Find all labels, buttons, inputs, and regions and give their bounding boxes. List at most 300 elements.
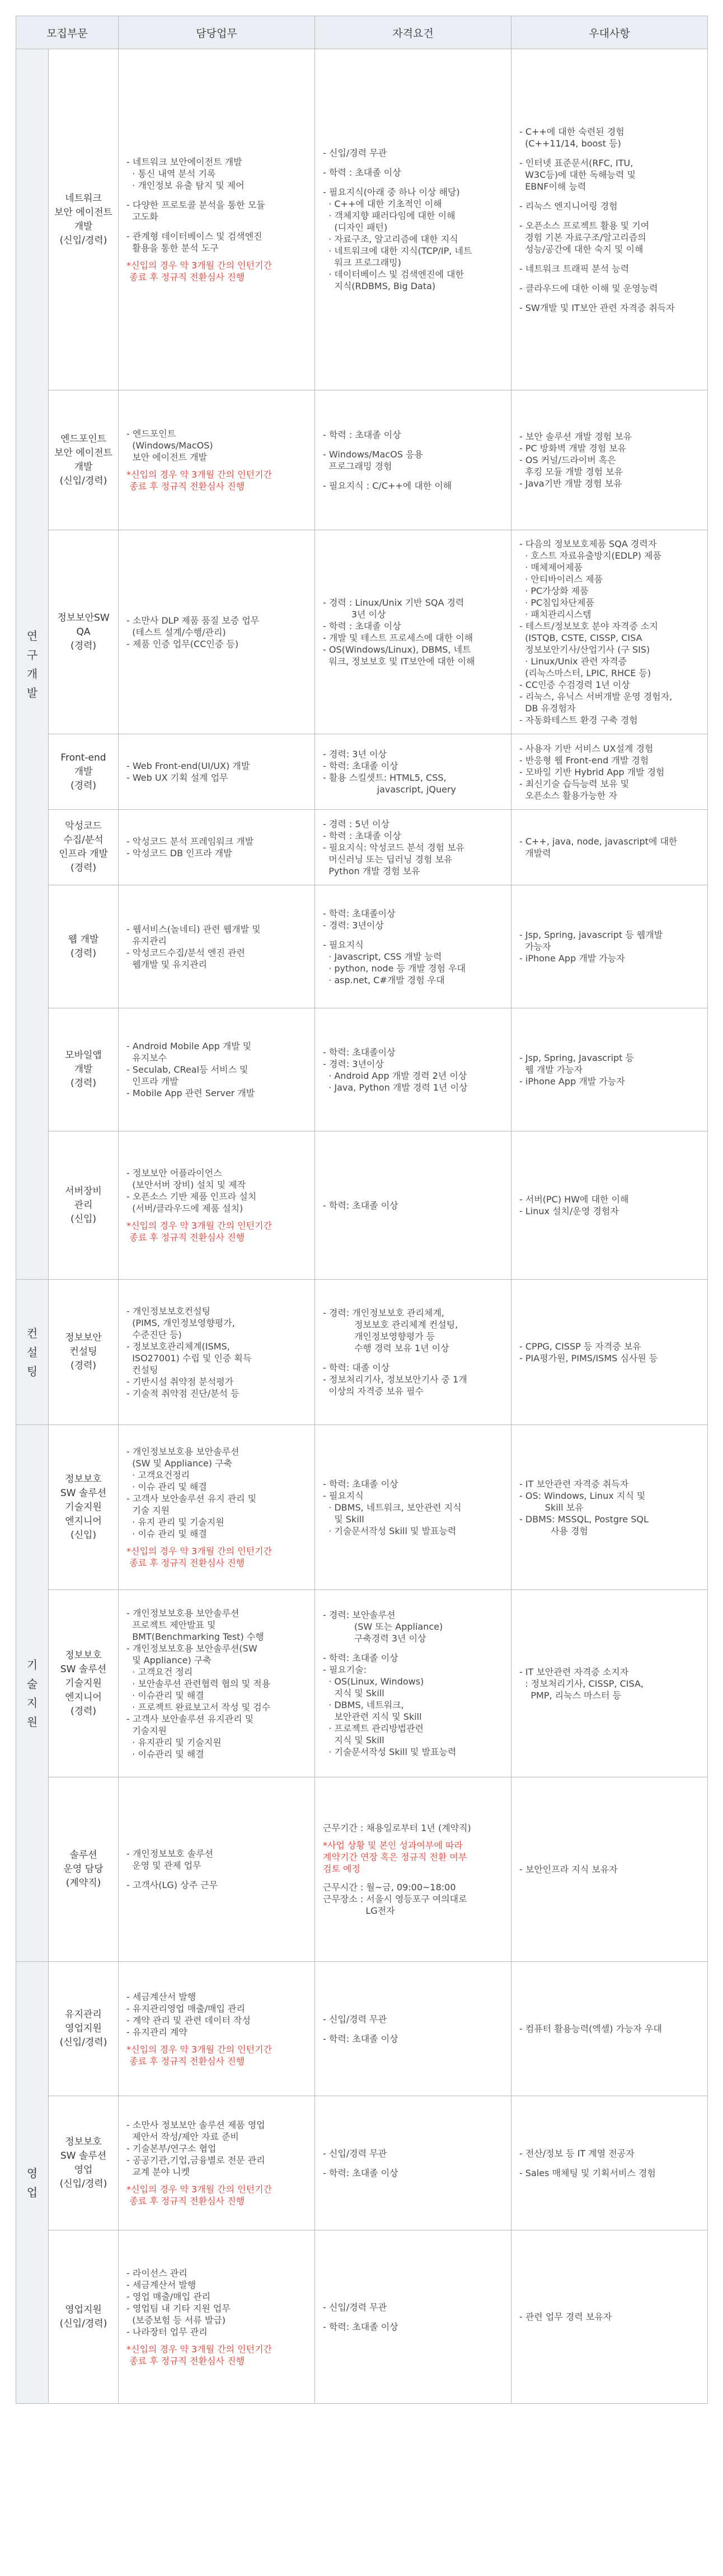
list-item: - 악성코드 DB 인프라 개발 bbox=[126, 848, 232, 858]
list-item: - CPPG, CISSP 등 자격증 보유 bbox=[519, 1341, 641, 1352]
list-item bbox=[323, 1354, 503, 1362]
list-item: 근무장소 : 서울시 영등포구 여의대로 LG전자 bbox=[323, 1894, 467, 1916]
preferences-cell bbox=[511, 1962, 708, 2096]
qualifications-list bbox=[323, 748, 503, 795]
list-item: - 경력: 개인정보보호 관리체계, 정보보호 관리체계 컨설팅, 개인정보영향평가 등 수행 경력 보유 1년 이상 bbox=[323, 1308, 458, 1353]
list-item: - 관련 업무 경력 보유자 bbox=[519, 2311, 612, 2322]
list-item: - 경력: 3년 이상 bbox=[323, 749, 387, 759]
list-item: - 테스트/정보보호 분야 자격증 소지 bbox=[519, 621, 658, 631]
preferences-list bbox=[519, 836, 699, 859]
list-item: · 고객요건정리 bbox=[126, 1470, 190, 1480]
preferences-list bbox=[519, 929, 699, 964]
qualifications-list bbox=[323, 2301, 503, 2333]
category-char: 설 bbox=[26, 1345, 38, 1359]
preferences-cell bbox=[511, 1777, 708, 1962]
list-item: - 경력 : 5년 이상 bbox=[323, 818, 389, 829]
position-cell: 서버장비 관리 (신입) bbox=[49, 1131, 119, 1280]
preferences-list bbox=[519, 538, 699, 726]
list-item bbox=[519, 294, 699, 302]
position-cell: 네트워크 보안 에이전트 개발 (신입/경력) bbox=[49, 49, 119, 390]
qualifications-cell bbox=[315, 1280, 511, 1425]
duties-cell bbox=[119, 885, 315, 1008]
list-item: - Linux 설치/운영 경험자 bbox=[519, 1206, 619, 1216]
qualifications-list bbox=[323, 1609, 503, 1758]
list-item: - 정보처리기사, 정보보안기사 중 1개 이상의 자격증 보유 필수 bbox=[323, 1374, 467, 1396]
list-item: · 유지관리 및 기술지원 bbox=[126, 1737, 222, 1748]
intern-note: *신입의 경우 약 3개월 간의 인턴기간 종료 후 정규직 전환심사 진행 bbox=[126, 1220, 273, 1243]
list-item: - 모바일 기반 Hybrid App 개발 경험 bbox=[519, 766, 665, 777]
preferences-cell bbox=[511, 1131, 708, 1280]
category-char: 팅 bbox=[26, 1364, 38, 1378]
list-item: · 프로젝트 관리방법관련 지식 및 Skill bbox=[328, 1723, 424, 1745]
category-cell bbox=[16, 1962, 49, 2404]
category-char: 지 bbox=[26, 1696, 38, 1710]
list-item: - 필요지식: 악성코드 분석 경험 보유 머신러닝 또는 딥러닝 경험 보유 Python 개발 경험 보유 bbox=[323, 842, 464, 876]
list-item: - 학력 : 초대졸 이상 bbox=[323, 621, 401, 631]
list-item bbox=[323, 1644, 503, 1652]
qualifications-extra-list bbox=[323, 1881, 503, 1917]
intern-note: *신입의 경우 약 3개월 간의 인턴기간 종료 후 정규직 전환심사 진행 bbox=[126, 469, 273, 492]
preferences-cell bbox=[511, 810, 708, 885]
duties-list bbox=[126, 1305, 307, 1399]
category-char: 영 bbox=[26, 2166, 38, 2180]
list-item: - 학력: 초대졸 이상 bbox=[323, 1200, 398, 1211]
qualifications-cell bbox=[315, 2096, 511, 2230]
preferences-list bbox=[519, 1341, 699, 1364]
duties-cell bbox=[119, 1590, 315, 1777]
position-cell: Front-end 개발 (경력) bbox=[49, 734, 119, 810]
list-item: - 개인정보보호컨설팅 (PIMS, 개인정보영향평가, 수준진단 등) bbox=[126, 1305, 235, 1340]
duties-cell bbox=[119, 1425, 315, 1590]
preferences-cell bbox=[511, 530, 708, 734]
list-item: - 클라우드에 대한 이해 및 운영능력 bbox=[519, 282, 658, 294]
list-item: - 정보보호관리체계(ISMS, ISO27001) 수립 및 인증 획득 컨설팅 bbox=[126, 1341, 252, 1375]
duties-list bbox=[126, 836, 307, 859]
list-item: - 웹서비스(놀네티) 관련 웹개발 및 유지관리 bbox=[126, 923, 261, 946]
intern-note: *신입의 경우 약 3개월 간의 인턴기간 종료 후 정규직 전환심사 진행 bbox=[126, 2184, 273, 2206]
preferences-list bbox=[519, 1478, 699, 1537]
list-item: - DBMS: MSSQL, Postgre SQL 사용 경험 bbox=[519, 1513, 649, 1536]
table-row bbox=[16, 1425, 708, 1590]
list-item: - Jsp, Spring, Javascript 등 웹 개발 가능자 bbox=[519, 1053, 634, 1075]
list-item bbox=[323, 931, 503, 939]
intern-note: *신입의 경우 약 3개월 간의 인턴기간 종료 후 정규직 전환심사 진행 bbox=[126, 2044, 273, 2067]
qualifications-cell bbox=[315, 2230, 511, 2404]
list-item bbox=[323, 472, 503, 480]
list-item: · PC침입차단제품 bbox=[519, 597, 594, 608]
list-item: - 필요지식 bbox=[323, 1490, 364, 1501]
table-row bbox=[16, 734, 708, 810]
qualifications-list bbox=[323, 818, 503, 877]
list-item: · 보안솔루션 관련협력 협의 및 적용 bbox=[126, 1678, 271, 1689]
table-row bbox=[16, 1280, 708, 1425]
preferences-list bbox=[519, 2311, 699, 2323]
duties-cell bbox=[119, 2230, 315, 2404]
list-item: - 다양한 프로토콜 분석을 통한 모듈 고도화 bbox=[126, 200, 265, 222]
table-row bbox=[16, 1777, 708, 1962]
list-item: - 전산/정보 등 IT 계열 전공자 bbox=[519, 2148, 635, 2159]
duties-cell bbox=[119, 1280, 315, 1425]
qualifications-cell bbox=[315, 885, 511, 1008]
list-item: - Web UX 기획 설계 업무 bbox=[126, 772, 228, 783]
list-item: · OS(Linux, Windows) 지식 및 Skill bbox=[328, 1676, 424, 1699]
list-item: - 인터넷 표준문서(RFC, ITU, W3C등)에 대한 독해능력 및 EBNF이해 능력 bbox=[519, 157, 636, 192]
list-item: - 학력 : 초대졸 이상 bbox=[323, 429, 401, 440]
list-item: - 최신기술 습득능력 보유 및 오픈소스 활용가능한 자 bbox=[519, 778, 630, 801]
qualifications-list bbox=[323, 597, 503, 667]
duties-list bbox=[126, 2119, 307, 2178]
duties-list bbox=[126, 1848, 307, 1891]
position-cell: 정보보호 SW 솔루션 기술지원 엔지니어 (경력) bbox=[49, 1590, 119, 1777]
list-item: - 세금계산서 발행 bbox=[126, 1991, 196, 2002]
list-item: · 패치관리시스템 bbox=[519, 609, 591, 620]
list-item: - 나라장터 업무 관리 bbox=[126, 2326, 208, 2337]
list-item: - 관계형 데이터베이스 및 검색엔진 활용을 통한 분석 도구 bbox=[126, 231, 262, 253]
qualifications-list bbox=[323, 1046, 503, 1093]
list-item: - 사용자 기반 서비스 UX설계 경험 bbox=[519, 743, 654, 754]
list-item: - 유지관리영업 매출/매입 관리 bbox=[126, 2003, 245, 2014]
duties-list bbox=[126, 1607, 307, 1760]
list-item: - OS(Windows/Linux), DBMS, 네트 워크, 정보보호 및 IT보안에 대한 이해 bbox=[323, 644, 475, 667]
list-item: · 기술문서작성 Skill 및 발표능력 bbox=[323, 1525, 457, 1536]
duties-cell bbox=[119, 2096, 315, 2230]
position-cell: 웹 개발 (경력) bbox=[49, 885, 119, 1008]
list-item: 근무시간 : 월~금, 09:00~18:00 bbox=[323, 1882, 456, 1893]
list-item: 정보보안기사/산업기사 (구 SIS) bbox=[519, 644, 650, 655]
preferences-list bbox=[519, 1863, 699, 1875]
list-item bbox=[323, 2025, 503, 2033]
header-duties: 담당업무 bbox=[119, 16, 315, 49]
list-item: - 학력: 초대졸이상 bbox=[323, 908, 396, 919]
list-item: - 개인정보보호용 보안솔루션 프로젝트 제안발표 및 BMT(Benchmarking Test) 수행 bbox=[126, 1607, 264, 1642]
list-item bbox=[126, 191, 307, 199]
list-item: · 개인정보 유출 탐지 및 제어 bbox=[126, 180, 245, 191]
list-item: - 필요지식 bbox=[323, 939, 364, 950]
list-item: - 컴퓨터 활용능력(엑셀) 가능자 우대 bbox=[519, 2023, 663, 2034]
preferences-cell bbox=[511, 2230, 708, 2404]
table-row bbox=[16, 885, 708, 1008]
category-cell bbox=[16, 49, 49, 1280]
preferences-list bbox=[519, 431, 699, 489]
preferences-list bbox=[519, 1193, 699, 1217]
header-preferences: 우대사항 bbox=[511, 16, 708, 49]
position-cell: 엔드포인트 보안 에이전트 개발 (신입/경력) bbox=[49, 390, 119, 530]
list-item: · asp.net, C#개발 경험 우대 bbox=[323, 974, 445, 985]
preferences-cell bbox=[511, 885, 708, 1008]
list-item: - 신입/경력 무관 bbox=[323, 2301, 387, 2313]
position-cell: 정보보안SW QA (경력) bbox=[49, 530, 119, 734]
list-item: - PC 방화벽 개발 경험 보유 bbox=[519, 443, 627, 454]
preferences-list bbox=[519, 2023, 699, 2035]
category-cell bbox=[16, 1280, 49, 1425]
list-item: - 보안인프라 지식 보유자 bbox=[519, 1864, 618, 1875]
list-item: · DBMS, 네트워크, 보안관련 지식 및 Skill bbox=[328, 1502, 462, 1525]
list-item: - 엔드포인트 (Windows/MacOS) 보안 에이전트 개발 bbox=[126, 428, 213, 463]
list-item bbox=[323, 159, 503, 167]
list-item: - 계약 관리 및 관련 데이터 작성 bbox=[126, 2014, 251, 2026]
list-item: · 네트워크에 대한 지식(TCP/IP, 네트 워크 프로그래밍) bbox=[328, 246, 472, 268]
list-item: - 악성코드 분석 프레임워크 개발 bbox=[126, 836, 254, 847]
list-item: - 경력 : Linux/Unix 기반 SQA 경력 3년 이상 bbox=[323, 597, 464, 620]
list-item: - Web Front-end(UI/UX) 개발 bbox=[126, 761, 250, 771]
duties-cell bbox=[119, 530, 315, 734]
position-cell: 모바일앱 개발 (경력) bbox=[49, 1008, 119, 1131]
preferences-list bbox=[519, 1052, 699, 1087]
list-item: - 반응형 웹 Front-end 개발 경험 bbox=[519, 754, 649, 766]
position-cell: 영업지원 (신입/경력) bbox=[49, 2230, 119, 2404]
list-item: - 고객사 보안솔루션 유지관리 및 기술지원 bbox=[126, 1713, 254, 1736]
position-cell: 정보보호 SW 솔루션 기술지원 엔지니어 (신입) bbox=[49, 1425, 119, 1590]
list-item: - 소만사 정보보안 솔루션 제품 영업 bbox=[126, 2120, 265, 2130]
list-item: - Seculab, CReal등 서비스 및 인프라 개발 bbox=[126, 1064, 248, 1087]
category-label bbox=[27, 1324, 37, 1381]
qualifications-list bbox=[323, 908, 503, 986]
list-item: - 소만사 DLP 제품 품질 보증 업무 (테스트 설계/수행/관리) bbox=[126, 615, 260, 638]
list-item: - IT 보안관련 자격증 취득자 bbox=[519, 1478, 629, 1489]
duties-list bbox=[126, 1167, 307, 1214]
list-item: - 영업팀 내 기타 지원 업무 (보증보험 등 서류 발급) bbox=[126, 2303, 231, 2325]
list-item: - Mobile App 관련 Server 개발 bbox=[126, 1088, 255, 1098]
list-item: · 이슈 관리 및 해결 bbox=[126, 1528, 207, 1539]
list-item: - 경력: 3년이상 bbox=[323, 919, 384, 931]
category-char: 개 bbox=[26, 667, 38, 681]
table-row bbox=[16, 1962, 708, 2096]
list-item: - 개인정보보호용 보안솔루션(SW 및 Appliance) 구축 bbox=[126, 1643, 257, 1666]
list-item: - 경력: 3년이상 bbox=[323, 1058, 384, 1069]
recruitment-table bbox=[16, 16, 708, 2404]
list-item: - 기술적 취약점 진단/분석 등 bbox=[126, 1388, 240, 1399]
preferences-list bbox=[519, 1666, 699, 1701]
list-item: (리눅스마스터, LPIC, RHCE 등) bbox=[519, 668, 651, 678]
preferences-cell bbox=[511, 390, 708, 530]
duties-cell bbox=[119, 1962, 315, 2096]
list-item: - Windows/MacOS 응용 프로그래밍 경험 bbox=[323, 449, 423, 471]
list-item bbox=[323, 441, 503, 449]
list-item: - Java기반 개발 경험 보유 bbox=[519, 478, 622, 489]
list-item: - OS 커널/드라이버 혹은 후킹 모듈 개발 경험 보유 bbox=[519, 455, 623, 477]
list-item bbox=[519, 192, 699, 200]
list-item: · 통신 내역 분석 기록 bbox=[126, 168, 216, 179]
list-item: · 유지 관리 및 기술지원 bbox=[126, 1517, 224, 1527]
category-label bbox=[27, 626, 37, 702]
list-item: 제안서 작성/제안 자료 준비 bbox=[126, 2131, 239, 2142]
qualifications-list bbox=[323, 429, 503, 492]
preferences-cell bbox=[511, 1425, 708, 1590]
list-item: - OS: Windows, Linux 지식 및 Skill 보유 bbox=[519, 1490, 646, 1513]
list-item: - 필요지식 : C/C++에 대한 이해 bbox=[323, 480, 452, 491]
list-item: - C++에 대한 숙련된 경험 (C++11/14, boost 등) bbox=[519, 126, 625, 149]
duties-list bbox=[126, 1446, 307, 1540]
list-item: - 정보보안 어플라이언스 (보안서버 장비) 설치 및 제작 bbox=[126, 1168, 246, 1190]
list-item: - 활용 스킬셋트: HTML5, CSS, javascript, jQuery bbox=[323, 772, 457, 795]
header-position: 모집부문 bbox=[16, 16, 119, 49]
list-item bbox=[519, 255, 699, 263]
position-cell: 정보보안 컨설팅 (경력) bbox=[49, 1280, 119, 1425]
qualifications-list bbox=[323, 2148, 503, 2179]
list-item bbox=[519, 275, 699, 282]
list-item: - 기반시설 취약점 분석평가 bbox=[126, 1376, 234, 1387]
list-item: · 객체지향 패러다임에 대한 이해 (디자인 패턴) bbox=[328, 210, 456, 233]
list-item: - CC인증 수검경력 1년 이상 bbox=[519, 680, 630, 690]
list-item: · C++에 대한 기초적인 이해 bbox=[323, 199, 442, 209]
list-item: · Android App 개발 경력 2년 이상 bbox=[323, 1070, 467, 1081]
list-item: - 리눅스 엔지니어링 경험 bbox=[519, 200, 618, 211]
list-item: - iPhone App 개발 가능자 bbox=[519, 953, 625, 964]
intern-note: *신입의 경우 약 3개월 간의 인턴기간 종료 후 정규직 전환심사 진행 bbox=[126, 1546, 273, 1568]
recruitment-table-container bbox=[16, 16, 707, 2404]
list-item: · Javascript, CSS 개발 능력 bbox=[323, 951, 442, 962]
position-cell: 정보보호 SW 솔루션 영업 (신입/경력) bbox=[49, 2096, 119, 2230]
table-row bbox=[16, 49, 708, 390]
preferences-cell bbox=[511, 2096, 708, 2230]
duties-list bbox=[126, 1040, 307, 1099]
table-row bbox=[16, 810, 708, 885]
duties-cell bbox=[119, 1777, 315, 1962]
qualifications-cell bbox=[315, 810, 511, 885]
duties-cell bbox=[119, 1131, 315, 1280]
list-item: - 학력: 대졸 이상 bbox=[323, 1362, 390, 1373]
list-item: - 경력: 보안솔루션 (SW 또는 Appliance) 구축경력 3년 이상 bbox=[323, 1610, 443, 1644]
list-item: - 필요기술: bbox=[323, 1664, 367, 1675]
table-row bbox=[16, 1008, 708, 1131]
preferences-list bbox=[519, 126, 699, 314]
list-item: - 오픈소스 프로젝트 활용 및 기여 경험 기본 자료구조/알고리즘의 성능/공간에 대한 숙지 및 이해 bbox=[519, 220, 650, 254]
list-item: - 오픈소스 기반 제품 인프라 설치 (서버/클라우드에 제품 설치) bbox=[126, 1191, 257, 1214]
table-row bbox=[16, 1590, 708, 1777]
qualifications-list bbox=[323, 1822, 503, 1834]
list-item: - Android Mobile App 개발 및 유지보수 bbox=[126, 1041, 252, 1063]
list-item: - PIA평가원, PIMS/ISMS 심사원 등 bbox=[519, 1352, 658, 1364]
list-item: · 안티바이러스 제품 bbox=[519, 574, 603, 584]
list-item: · 기술문서작성 Skill 및 발표능력 bbox=[323, 1747, 457, 1757]
preferences-cell bbox=[511, 734, 708, 810]
position-cell: 솔루션 운영 담당 (계약직) bbox=[49, 1777, 119, 1962]
list-item bbox=[519, 212, 699, 220]
list-item: · 프로젝트 완료보고서 작성 및 검수 bbox=[126, 1701, 271, 1712]
list-item: · 자료구조, 알고리즘에 대한 지식 bbox=[323, 234, 458, 244]
table-row bbox=[16, 2096, 708, 2230]
list-item: - Jsp, Spring, javascript 등 웹개발 가능자 bbox=[519, 930, 663, 952]
category-char: 컨 bbox=[26, 1326, 38, 1340]
preferences-cell bbox=[511, 1008, 708, 1131]
list-item bbox=[323, 178, 503, 186]
list-item: - 유지관리 계약 bbox=[126, 2026, 187, 2037]
category-char: 원 bbox=[26, 1715, 38, 1729]
list-item: - 신입/경력 무관 bbox=[323, 2148, 387, 2159]
list-item: - 영업 매출/매입 관리 bbox=[126, 2291, 211, 2302]
list-item: - 학력: 초대졸 이상 bbox=[323, 761, 398, 771]
list-item: - 고객사 보안솔루션 유지 관리 및 기술 지원 bbox=[126, 1493, 257, 1516]
list-item: - 개인정보보호용 보안솔루션 (SW 및 Appliance) 구축 bbox=[126, 1446, 240, 1469]
list-item: - IT 보안관련 자격증 소지자 : 정보처리기사, CISSP, CISA, PMP, 리눅스 마스터 등 bbox=[519, 1666, 644, 1701]
list-item: - 개인정보보호 솔루션 운영 및 관제 업무 bbox=[126, 1848, 214, 1871]
list-item bbox=[126, 1871, 307, 1879]
table-row bbox=[16, 530, 708, 734]
category-char: 연 bbox=[26, 629, 38, 643]
header-qualifications: 자격요건 bbox=[315, 16, 511, 49]
qualifications-list bbox=[323, 1307, 503, 1397]
qualifications-cell bbox=[315, 390, 511, 530]
position-cell: 유지관리 영업지원 (신입/경력) bbox=[49, 1962, 119, 2096]
list-item: - Sales 매체팅 및 기획서비스 경험 bbox=[519, 2167, 656, 2178]
duties-list bbox=[126, 923, 307, 970]
list-item: · 이슈관리 및 해결 bbox=[126, 1690, 204, 1701]
qualifications-list bbox=[323, 147, 503, 292]
list-item: - 개발 및 테스트 프로세스에 대한 이해 bbox=[323, 633, 473, 643]
list-item: - 학력 : 초대졸 이상 bbox=[323, 167, 401, 178]
qualifications-cell bbox=[315, 1962, 511, 2096]
list-item: - 라이선스 관리 bbox=[126, 2267, 187, 2278]
list-item: - 제품 인증 업무(CC인증 등) bbox=[126, 638, 239, 649]
list-item: - 고객사(LG) 상주 근무 bbox=[126, 1880, 218, 1890]
list-item: - 학력: 초대졸이상 bbox=[323, 1046, 396, 1058]
list-item: - 보안 솔루션 개발 경험 보유 bbox=[519, 431, 632, 442]
duties-cell bbox=[119, 1008, 315, 1131]
contract-note: *사업 상황 및 본인 성과여부에 따라 계약기간 연장 혹은 정규직 전환 여부 검토 예정 bbox=[323, 1840, 467, 1874]
qualifications-cell bbox=[315, 734, 511, 810]
qualifications-cell bbox=[315, 1131, 511, 1280]
category-label bbox=[27, 2164, 37, 2202]
list-item: - 학력: 초대졸 이상 bbox=[323, 2321, 398, 2332]
table-row bbox=[16, 390, 708, 530]
duties-list bbox=[126, 615, 307, 650]
list-item bbox=[323, 2159, 503, 2167]
list-item: - 자동화테스트 환경 구축 경험 bbox=[519, 715, 638, 725]
qualifications-cell bbox=[315, 49, 511, 390]
category-char: 발 bbox=[26, 686, 38, 700]
category-char: 구 bbox=[26, 648, 38, 662]
category-char: 업 bbox=[26, 2185, 38, 2199]
list-item: - 다음의 정보보호제품 SQA 경력자 bbox=[519, 539, 657, 549]
list-item: - 세금계산서 발행 bbox=[126, 2279, 196, 2290]
table-row bbox=[16, 2230, 708, 2404]
list-item: - 리눅스, 유닉스 서버개발 운영 경험자, DB 유경험자 bbox=[519, 691, 673, 714]
list-item bbox=[126, 223, 307, 230]
list-item: - 학력 : 초대졸 이상 bbox=[323, 830, 401, 841]
list-item: - C++, java, node, javascript에 대한 개발력 bbox=[519, 836, 678, 858]
list-item: - 기술본부/연구소 협업 bbox=[126, 2143, 217, 2154]
list-item: - 네트워크 보안에이전트 개발 bbox=[126, 157, 242, 167]
list-item: - 학력: 초대졸 이상 bbox=[323, 2033, 398, 2044]
duties-cell bbox=[119, 734, 315, 810]
duties-cell bbox=[119, 810, 315, 885]
duties-cell bbox=[119, 49, 315, 390]
duties-cell bbox=[119, 390, 315, 530]
list-item: · 호스트 자료유출방지(EDLP) 제품 bbox=[519, 550, 662, 561]
list-item: 근무기간 : 채용일로부터 1년 (계약직) bbox=[323, 1823, 471, 1833]
qualifications-cell bbox=[315, 530, 511, 734]
list-item: - 학력: 초대졸 이상 bbox=[323, 1653, 398, 1663]
list-item: - 신입/경력 무관 bbox=[323, 2013, 387, 2025]
category-char: 기 bbox=[26, 1658, 38, 1672]
list-item: - SW개발 및 IT보안 관련 자격증 취득자 bbox=[519, 302, 675, 313]
preferences-cell bbox=[511, 49, 708, 390]
list-item bbox=[323, 2313, 503, 2321]
table-row bbox=[16, 1131, 708, 1280]
duties-list bbox=[126, 428, 307, 463]
duties-list bbox=[126, 156, 307, 254]
list-item: - iPhone App 개발 가능자 bbox=[519, 1076, 625, 1087]
intern-note: *신입의 경우 약 3개월 간의 인턴기간 종료 후 정규직 전환심사 진행 bbox=[126, 2343, 273, 2366]
intern-note: *신입의 경우 약 3개월 간의 인턴기간 종료 후 정규직 전환심사 진행 bbox=[126, 260, 273, 282]
qualifications-list bbox=[323, 2013, 503, 2045]
duties-list bbox=[126, 760, 307, 784]
list-item: - 필요지식(아래 중 하나 이상 해당) bbox=[323, 187, 460, 197]
list-item: · Java, Python 개발 경력 1년 이상 bbox=[323, 1082, 468, 1093]
list-item: · 이슈 관리 및 해결 bbox=[126, 1482, 207, 1492]
list-item: · 이슈관리 및 해결 bbox=[126, 1748, 204, 1759]
preferences-list bbox=[519, 2148, 699, 2179]
